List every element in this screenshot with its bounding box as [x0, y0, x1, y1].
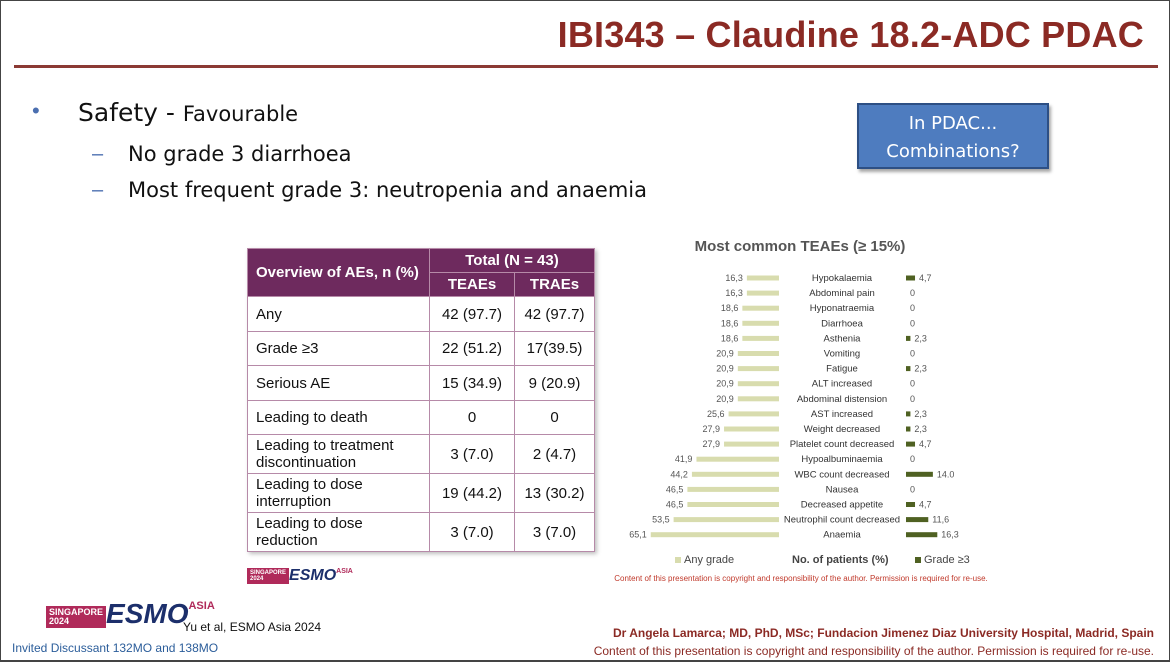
bar-grade3 [906, 442, 915, 447]
title-divider [14, 65, 1158, 68]
footer-copyright: Content of this presentation is copyright and responsibility of the author. Permission is required for re-use. [593, 644, 1154, 658]
table-row [248, 366, 595, 401]
table-row [248, 401, 595, 435]
teae-figure [614, 236, 988, 588]
data-label-any-grade: 53,5 [652, 514, 670, 525]
invited-text: Invited Discussant 132MO and 138MO [12, 641, 219, 655]
data-label-grade3: 0 [910, 303, 916, 314]
table-row [248, 513, 595, 552]
data-label-any-grade: 25,6 [707, 408, 725, 419]
row-teae: 15 (34.9) [430, 366, 515, 401]
data-label-any-grade: 20,9 [716, 348, 734, 359]
bullet-dot-icon: • [32, 98, 40, 123]
data-label-any-grade: 41,9 [674, 454, 693, 465]
figure-copyright: Content of this presentation is copyright and responsibility of the author. Permission is required for re-use. [614, 574, 988, 583]
row-trae: 42 (97.7) [515, 297, 595, 332]
data-label-grade3: 4,7 [919, 499, 932, 510]
bar-grade3 [906, 336, 910, 341]
row-trae: 13 (30.2) [515, 474, 595, 513]
legend-swatch-grade3 [915, 557, 921, 563]
bar-any-grade [742, 321, 779, 326]
esmo-logo-small [247, 568, 353, 584]
row-label: Any [248, 297, 430, 332]
row-teae: 19 (44.2) [430, 474, 515, 513]
data-label-grade3: 4,7 [919, 439, 932, 450]
data-label-any-grade: 16,3 [725, 288, 743, 299]
row-trae: 2 (4.7) [515, 435, 595, 474]
row-trae: 3 (7.0) [515, 513, 595, 552]
data-label-grade3: 0 [910, 288, 916, 299]
row-label: Grade ≥3 [248, 332, 430, 366]
category-label: Vomiting [823, 348, 861, 360]
logo-text: ESMO [106, 598, 189, 629]
data-label-any-grade: 46,5 [665, 499, 684, 510]
author-text: Dr Angela Lamarca; MD, PhD, MSc; Fundacion Jimenez Diaz University Hospital, Madrid, Spain [613, 626, 1154, 640]
bar-grade3 [906, 366, 910, 371]
legend-any-grade [675, 554, 734, 566]
legend-swatch-any [675, 557, 681, 563]
category-label: Nausea [825, 484, 859, 496]
row-trae: 0 [515, 401, 595, 435]
dash-icon: – [92, 143, 104, 165]
table-row [248, 297, 595, 332]
category-label: Diarrhoea [821, 318, 863, 330]
row-label: Leading to death [248, 401, 430, 435]
logo-tag-bottom: 2024 [49, 616, 70, 626]
logo-region: ASIA [188, 600, 215, 612]
category-label: Platelet count decreased [789, 439, 895, 451]
data-label-any-grade: 18,6 [720, 333, 739, 344]
bar-grade3 [906, 427, 910, 432]
data-label-any-grade: 27,9 [702, 424, 721, 434]
category-label: Fatigue [826, 363, 858, 375]
data-label-grade3: 16,3 [941, 529, 959, 540]
row-teae: 3 (7.0) [430, 435, 515, 474]
data-label-any-grade: 27,9 [702, 439, 721, 450]
bullet-safety [78, 98, 298, 127]
category-label: Hypokalaemia [811, 273, 873, 284]
table-row [248, 332, 595, 366]
logo-tag [247, 568, 289, 584]
bar-any-grade [696, 457, 779, 462]
bar-any-grade [738, 366, 779, 371]
bar-any-grade [687, 502, 779, 507]
row-teae: 0 [430, 401, 515, 435]
table-group-header: Total (N = 43) [430, 249, 595, 273]
sub-bullet-2: Most frequent grade 3: neutropenia and anaemia [128, 178, 647, 202]
category-label: Hyponatraemia [809, 303, 875, 315]
dash-icon: – [92, 179, 104, 201]
row-label: Serious AE [248, 366, 430, 401]
bar-any-grade [651, 532, 779, 537]
teae-butterfly-chart [615, 264, 985, 576]
row-teae: 42 (97.7) [430, 297, 515, 332]
chart-xlabel: No. of patients (%) [792, 554, 889, 566]
bar-any-grade [724, 442, 779, 447]
bar-any-grade [687, 487, 779, 492]
bar-grade3 [906, 502, 915, 507]
bar-any-grade [738, 396, 779, 401]
reference-text: Yu et al, ESMO Asia 2024 [183, 620, 322, 634]
category-label: Neutrophil count decreased [783, 514, 901, 526]
category-label: ALT increased [811, 378, 873, 390]
bar-grade3 [906, 276, 915, 281]
data-label-any-grade: 20,9 [716, 363, 734, 374]
data-label-grade3: 0 [910, 318, 916, 329]
ae-overview-table [247, 248, 595, 552]
category-label: Anaemia [823, 529, 861, 541]
bar-any-grade [738, 351, 779, 356]
callout-line-2: Combinations? [886, 141, 1020, 162]
table-row [248, 435, 595, 474]
bar-any-grade [692, 472, 779, 477]
data-label-grade3: 2,3 [914, 333, 927, 344]
category-label: Decreased appetite [800, 499, 884, 511]
bar-any-grade [742, 336, 779, 341]
data-label-grade3: 0 [910, 454, 916, 465]
category-label: Abdominal pain [809, 288, 875, 300]
data-label-any-grade: 20,9 [716, 378, 734, 389]
category-label: Hypoalbuminaemia [801, 454, 883, 466]
bar-any-grade [674, 517, 779, 522]
data-label-grade3: 11,6 [932, 514, 950, 525]
data-label-grade3: 0 [910, 378, 916, 389]
legend-grade3-label: Grade ≥3 [924, 554, 970, 566]
table-col-teae: TEAEs [430, 273, 515, 297]
data-label-any-grade: 18,6 [720, 303, 739, 314]
data-label-grade3: 14.0 [936, 469, 955, 480]
legend-grade3 [915, 554, 970, 566]
sub-bullet-1: No grade 3 diarrhoea [128, 142, 352, 166]
row-trae: 9 (20.9) [515, 366, 595, 401]
category-label: WBC count decreased [794, 469, 890, 481]
bar-any-grade [747, 291, 779, 296]
data-label-any-grade: 46,5 [665, 484, 684, 495]
bar-grade3 [906, 411, 910, 416]
bar-any-grade [747, 276, 779, 281]
logo-tag-top: SINGAPORE [49, 607, 104, 617]
table-header-label: Overview of AEs, n (%) [248, 249, 430, 297]
row-teae: 3 (7.0) [430, 513, 515, 552]
row-label: Leading to dose interruption [248, 474, 430, 513]
data-label-grade3: 2,3 [914, 408, 927, 419]
data-label-grade3: 0 [910, 348, 916, 359]
logo-tag-bottom: 2024 [250, 576, 264, 582]
data-label-any-grade: 20,9 [716, 393, 734, 404]
bar-any-grade [729, 411, 779, 416]
callout-box [857, 103, 1049, 169]
data-label-grade3: 2,3 [914, 424, 927, 434]
bar-any-grade [724, 427, 779, 432]
slide-title: IBI343 – Claudine 18.2-ADC PDAC [557, 14, 1144, 55]
category-label: Weight decreased [803, 424, 881, 435]
bar-any-grade [738, 381, 779, 386]
callout-line-1: In PDAC... [908, 113, 998, 134]
row-label: Leading to dose reduction [248, 513, 430, 552]
bar-grade3 [906, 472, 933, 477]
data-label-any-grade: 44,2 [670, 469, 688, 480]
bullet-safety-label: Safety - [78, 98, 183, 127]
category-label: Asthenia [823, 333, 861, 345]
data-label-grade3: 2,3 [914, 363, 927, 374]
bar-grade3 [906, 517, 928, 522]
data-label-any-grade: 16,3 [725, 273, 743, 283]
logo-tag [46, 606, 106, 628]
category-label: AST increased [810, 408, 874, 420]
logo-text: ESMO [289, 567, 337, 584]
bar-grade3 [906, 532, 937, 537]
data-label-any-grade: 18,6 [720, 318, 739, 329]
bar-any-grade [742, 306, 779, 311]
row-label: Leading to treatment discontinuation [248, 435, 430, 474]
data-label-grade3: 4,7 [919, 273, 932, 283]
row-teae: 22 (51.2) [430, 332, 515, 366]
data-label-grade3: 0 [910, 484, 916, 495]
logo-tag-top: SINGAPORE [250, 570, 287, 576]
logo-region: ASIA [336, 568, 353, 575]
legend-any-label: Any grade [684, 554, 735, 566]
data-label-grade3: 0 [910, 393, 916, 404]
row-trae: 17(39.5) [515, 332, 595, 366]
chart-title: Most common TEAEs (≥ 15%) [694, 238, 906, 255]
data-label-any-grade: 65,1 [629, 529, 647, 540]
table-row [248, 474, 595, 513]
table-col-trae: TRAEs [515, 273, 595, 297]
bullet-safety-value: Favourable [182, 102, 299, 126]
category-label: Abdominal distension [796, 393, 888, 405]
